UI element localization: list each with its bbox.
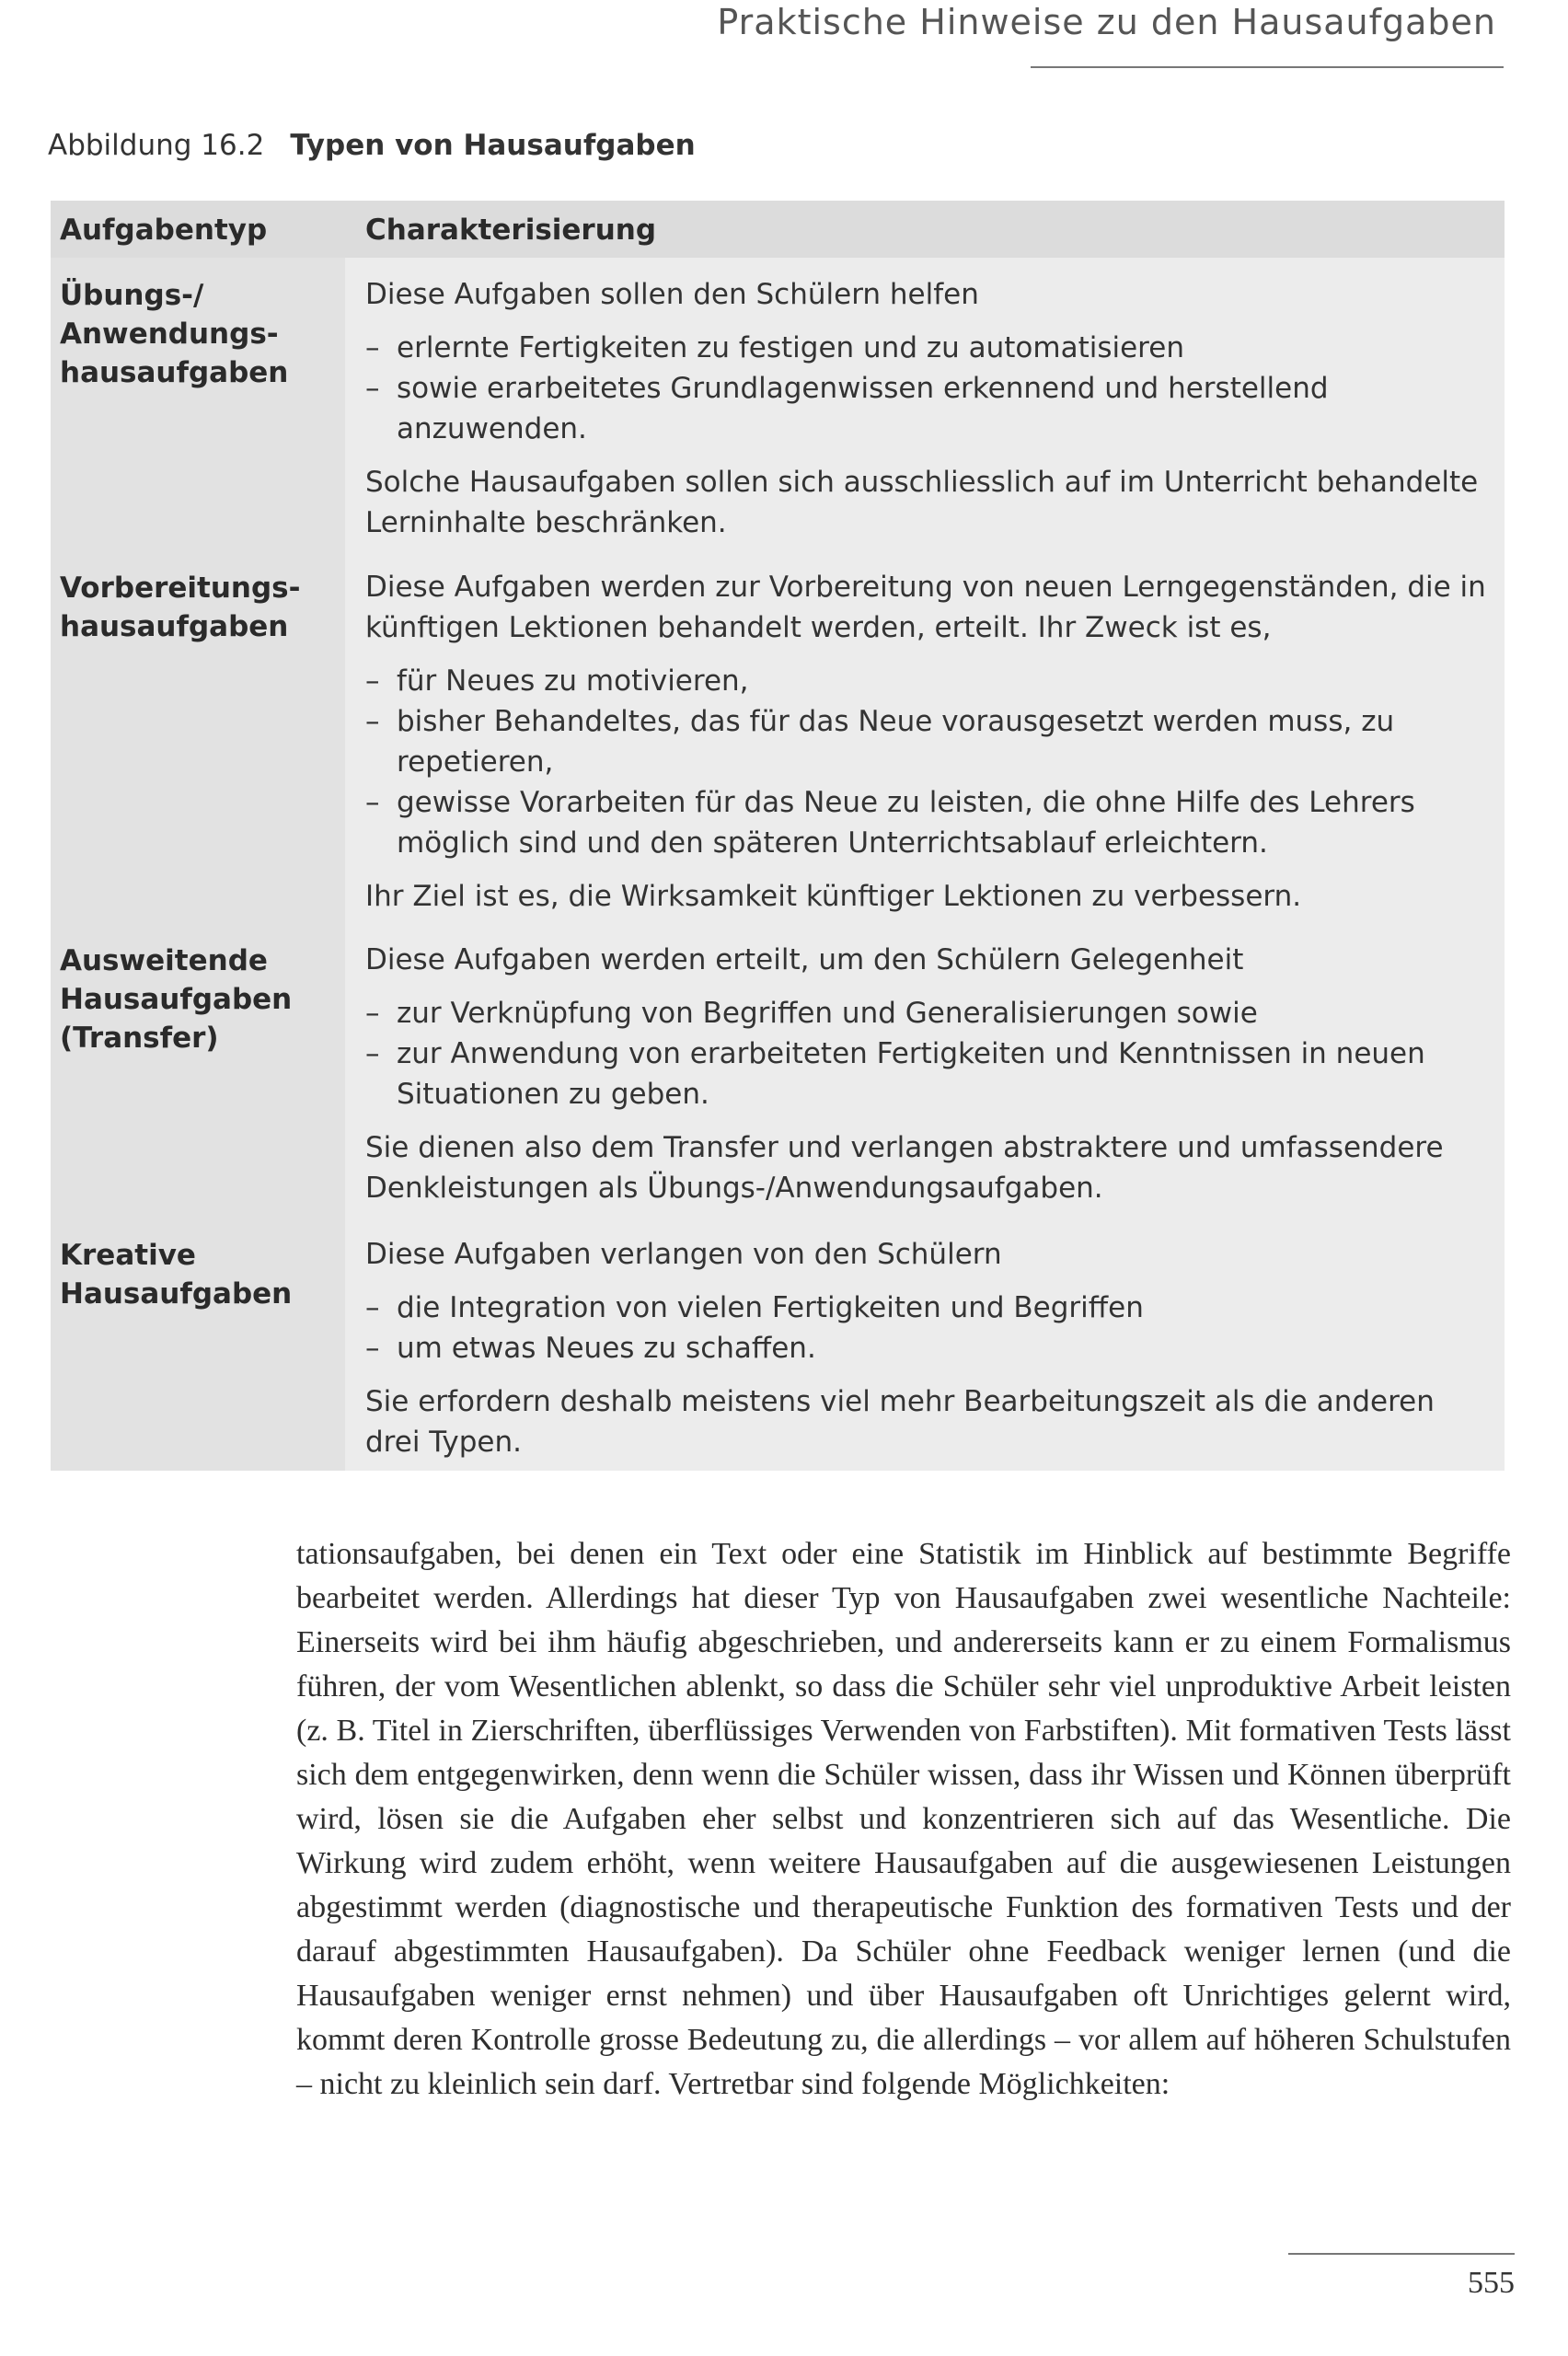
row-bullet: – um etwas Neues zu schaffen. bbox=[365, 1328, 1497, 1369]
running-head bbox=[717, 2, 1504, 68]
table-row-characterization bbox=[365, 274, 1497, 556]
table-row-type: Ausweitende Hausaufgaben (Transfer) bbox=[60, 944, 293, 1055]
figure-caption bbox=[48, 129, 696, 162]
homework-types-table bbox=[51, 201, 1505, 1471]
row-outro: Ihr Ziel ist es, die Wirksamkeit künftiger Lektionen zu verbessern. bbox=[365, 880, 1302, 913]
row-intro: Diese Aufgaben werden erteilt, um den Schülern Gelegenheit bbox=[365, 943, 1244, 976]
table-row-type: Vorbereitungs-hausaufgaben bbox=[60, 572, 301, 643]
row-bullet: – bisher Behandeltes, das für das Neue vorausgesetzt werden muss, zu repetieren, bbox=[365, 701, 1497, 782]
table-row-characterization bbox=[365, 1234, 1497, 1475]
table-row-type: Übungs-/ Anwendungs-hausaufgaben bbox=[60, 279, 289, 389]
row-outro: Sie erfordern deshalb meistens viel mehr Bearbeitungszeit als die anderen drei Typen. bbox=[365, 1385, 1435, 1459]
body-paragraph: tationsaufgaben, bei denen ein Text oder eine Statistik im Hinblick auf bestimmte Begriffe bearbeitet werden. Allerdings hat dieser Typ von Hausaufgaben zwei wesentliche Nachteile: Einerseits wird bei ihm häufig abgeschrieben, und andererseits kann er zu einem Formalismus führen, der vom Wesentlichen ablenkt, so dass die Schüler sehr viel unproduktive Arbeit leisten (z. B. Titel in Zierschriften, überflüssiges Verwenden von Farbstiften). Mit formativen Tests lässt sich dem entgegenwirken, denn wenn die Schüler wissen, dass ihr Wissen und Können überprüft wird, lösen sie die Aufgaben eher selbst und konzentrieren sich auf das Wesentliche. Die Wirkung wird zudem erhöht, wenn weitere Hausaufgaben auf die ausgewiesenen Leistungen abgestimmt werden (diagnostische und therapeutische Funktion des formativen Tests und der darauf abgestimmten Hausaufgaben). Da Schüler ohne Feedback weniger lernen (und die Hausaufgaben weniger ernst nehmen) und über Hausaufgaben oft Unrichtiges gelernt wird, kommt deren Kontrolle grosse Bedeutung zu, die allerdings – vor allem auf höheren Schulstufen – nicht zu kleinlich sein darf. Vertretbar sind folgende Möglichkeiten: bbox=[296, 1537, 1511, 2101]
row-bullet: – sowie erarbeitetes Grundlagenwissen erkennend und herstellend anzuwenden. bbox=[365, 368, 1497, 449]
row-bullet: – zur Anwendung von erarbeiteten Fertigkeiten und Kenntnissen in neuen Situationen zu geben. bbox=[365, 1034, 1497, 1114]
figure-title: Typen von Hausaufgaben bbox=[290, 129, 696, 162]
table-row-characterization bbox=[365, 940, 1497, 1221]
row-bullet-list bbox=[365, 993, 1497, 1114]
row-intro: Diese Aufgaben verlangen von den Schülern bbox=[365, 1238, 1002, 1271]
row-intro: Diese Aufgaben werden zur Vorbereitung von neuen Lerngegenständen, die in künftigen Lektionen behandelt werden, erteilt. Ihr Zweck ist es, bbox=[365, 571, 1486, 644]
table-header-row bbox=[51, 201, 1505, 258]
footer-rule bbox=[1288, 2253, 1515, 2255]
table-header-characterization: Charakterisierung bbox=[365, 214, 657, 247]
row-outro: Solche Hausaufgaben sollen sich ausschliesslich auf im Unterricht behandelte Lerninhalte beschränken. bbox=[365, 466, 1479, 539]
running-head-rule bbox=[1031, 66, 1504, 68]
row-bullet: – erlernte Fertigkeiten zu festigen und zu automatisieren bbox=[365, 328, 1497, 368]
table-row-type: Kreative Hausaufgaben bbox=[60, 1239, 293, 1311]
table-header-type: Aufgabentyp bbox=[60, 214, 268, 247]
figure-number: Abbildung 16.2 bbox=[48, 129, 265, 162]
row-bullet: – gewisse Vorarbeiten für das Neue zu leisten, die ohne Hilfe des Lehrers möglich sind und den späteren Unterrichtsablauf erleichtern. bbox=[365, 782, 1497, 863]
row-bullet: – die Integration von vielen Fertigkeiten und Begriffen bbox=[365, 1288, 1497, 1328]
row-bullet: – für Neues zu motivieren, bbox=[365, 661, 1497, 701]
row-bullet-list bbox=[365, 328, 1497, 449]
row-bullet-list bbox=[365, 1288, 1497, 1369]
table-row-characterization bbox=[365, 567, 1497, 930]
page-number: 555 bbox=[1468, 2266, 1515, 2300]
row-outro: Sie dienen also dem Transfer und verlangen abstraktere und umfassendere Denkleistungen als Übungs-/Anwendungsaufgaben. bbox=[365, 1131, 1444, 1205]
row-bullet: – zur Verknüpfung von Begriffen und Generalisierungen sowie bbox=[365, 993, 1497, 1034]
row-bullet-list bbox=[365, 661, 1497, 863]
row-intro: Diese Aufgaben sollen den Schülern helfen bbox=[365, 278, 979, 311]
running-head-text: Praktische Hinweise zu den Hausaufgaben bbox=[717, 2, 1496, 42]
